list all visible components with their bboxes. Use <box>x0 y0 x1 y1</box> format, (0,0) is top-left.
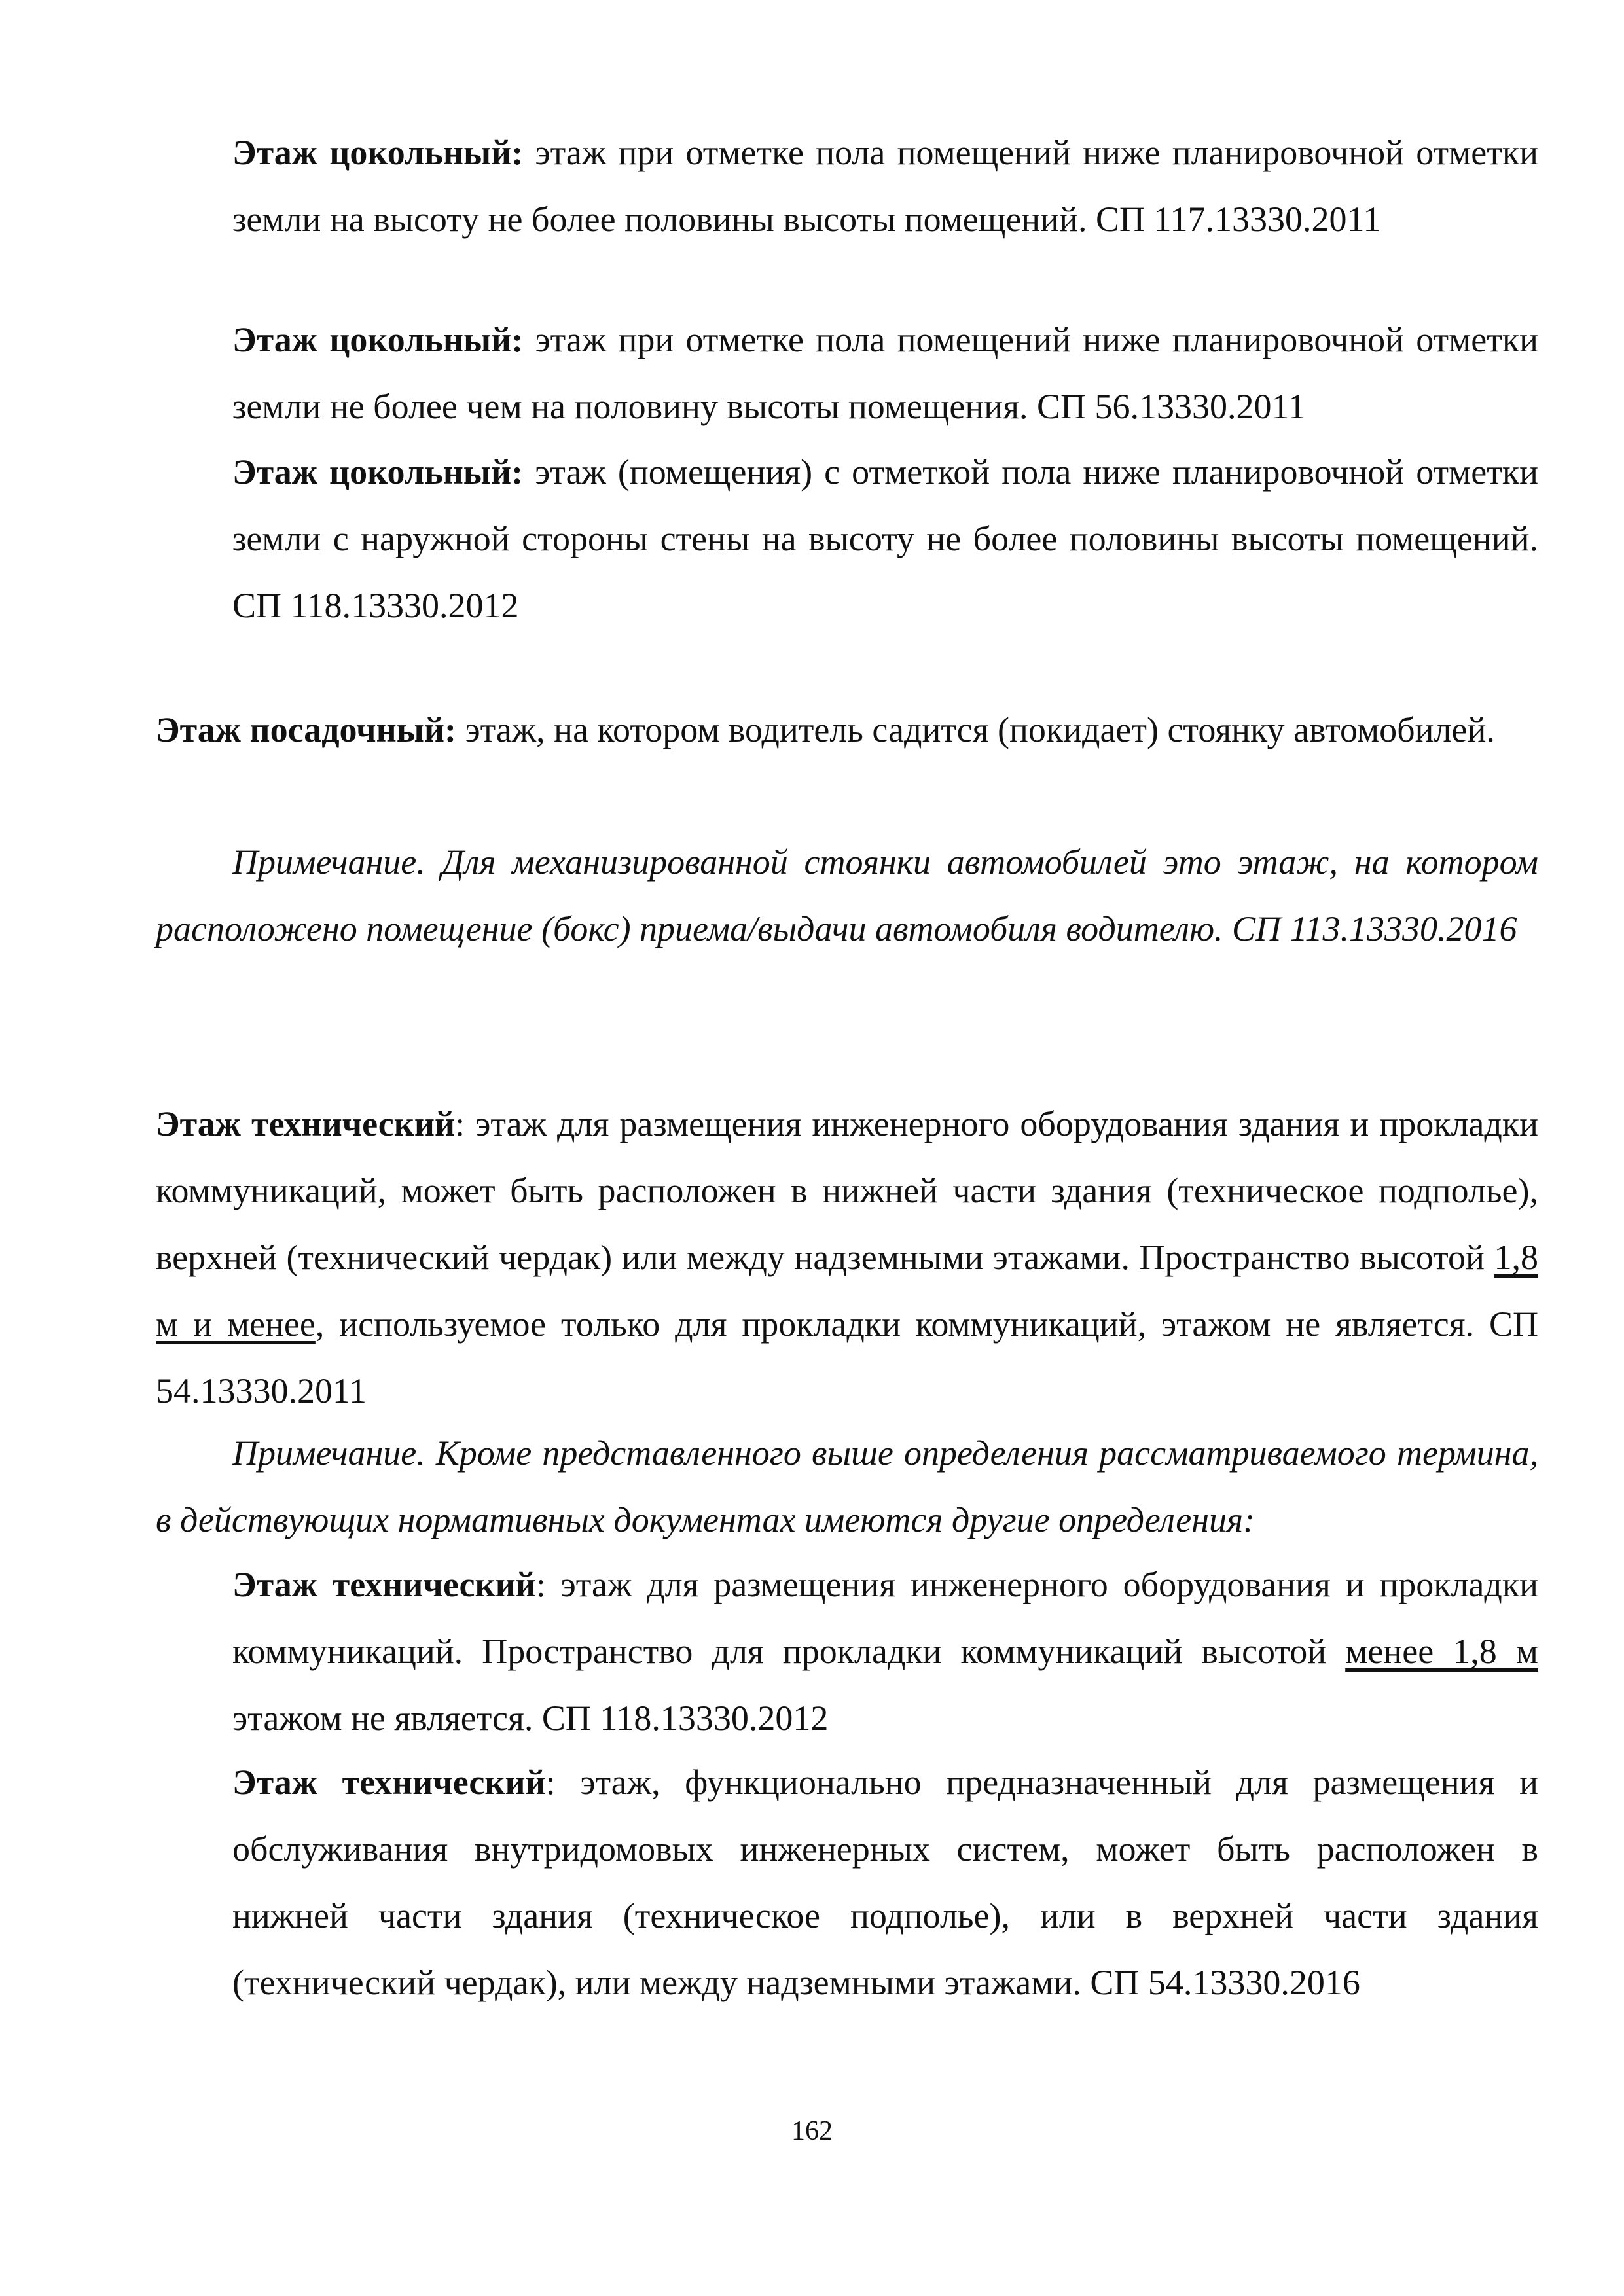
note-posadochny: Примечание. Для механизированной стоянки автомобилей это этаж, на котором расположено помещение (бокс) приема/выдачи автомобиля водителю. СП 113.13330.2016 <box>156 842 1538 948</box>
definition-text: : этаж для размещения инженерного оборудования здания и прокладки коммуникаций, может быть расположен в нижней части здания (техническое подполье), верхней (технический чердак) или между надземными этажами. Пространство высотой <box>156 1104 1538 1277</box>
definition-text: этаж (помещения) с отметкой пола ниже планировочной отметки земли с наружной стороны стены на высоту не более половины высоты помещений. СП 118.13330.2012 <box>232 452 1538 625</box>
definition-tsokolny-2 <box>232 306 1538 440</box>
definition-tsokolny-3 <box>232 439 1538 639</box>
definition-text: : этаж для размещения инженерного оборудования и прокладки коммуникаций. Пространство для прокладки коммуникаций высотой <box>232 1565 1539 1671</box>
definition-text: : этаж, функционально предназначенный для размещения и обслуживания внутридомовых инженерных систем, может быть расположен в нижней части здания (техническое подполье), или в верхней части здания (технический чердак), или между надземными этажами. СП 54.13330.2016 <box>232 1763 1538 2002</box>
term-label: Этаж цокольный: <box>232 320 524 359</box>
definition-text: этажом не является. СП 118.13330.2012 <box>232 1698 829 1738</box>
definition-text: этаж при отметке пола помещений ниже планировочной отметки земли на высоту не более половины высоты помещений. СП 117.13330.2011 <box>232 133 1539 239</box>
underlined-text: менее 1,8 м <box>1345 1632 1538 1671</box>
page-number: 162 <box>791 2116 833 2146</box>
definition-text: этаж при отметке пола помещений ниже планировочной отметки земли не более чем на половину высоты помещения. СП 56.13330.2011 <box>232 320 1539 426</box>
definition-posadochny <box>156 696 1538 763</box>
definition-tekhnichesky-2 <box>232 1551 1538 1751</box>
term-label: Этаж цокольный: <box>232 452 524 492</box>
definition-tekhnichesky-1 <box>156 1090 1538 1424</box>
definition-tekhnichesky-3 <box>232 1749 1538 2016</box>
definition-text: этаж, на котором водитель садится (покидает) стоянку автомобилей. <box>456 710 1495 749</box>
definition-tsokolny-1 <box>232 119 1538 253</box>
underlined-text: 1,8 м и менее <box>156 1238 1538 1344</box>
term-label: Этаж посадочный: <box>156 710 456 749</box>
definition-text: , используемое только для прокладки коммуникаций, этажом не является. СП 54.13330.2011 <box>156 1304 1538 1410</box>
note-tekhnichesky: Примечание. Кроме представленного выше определения рассматриваемого термина, в действующих нормативных документах имеются другие определения: <box>156 1433 1538 1539</box>
term-label: Этаж технический <box>232 1763 546 1802</box>
term-label: Этаж цокольный: <box>232 133 524 172</box>
term-label: Этаж технический <box>156 1104 456 1143</box>
term-label: Этаж технический <box>232 1565 536 1604</box>
